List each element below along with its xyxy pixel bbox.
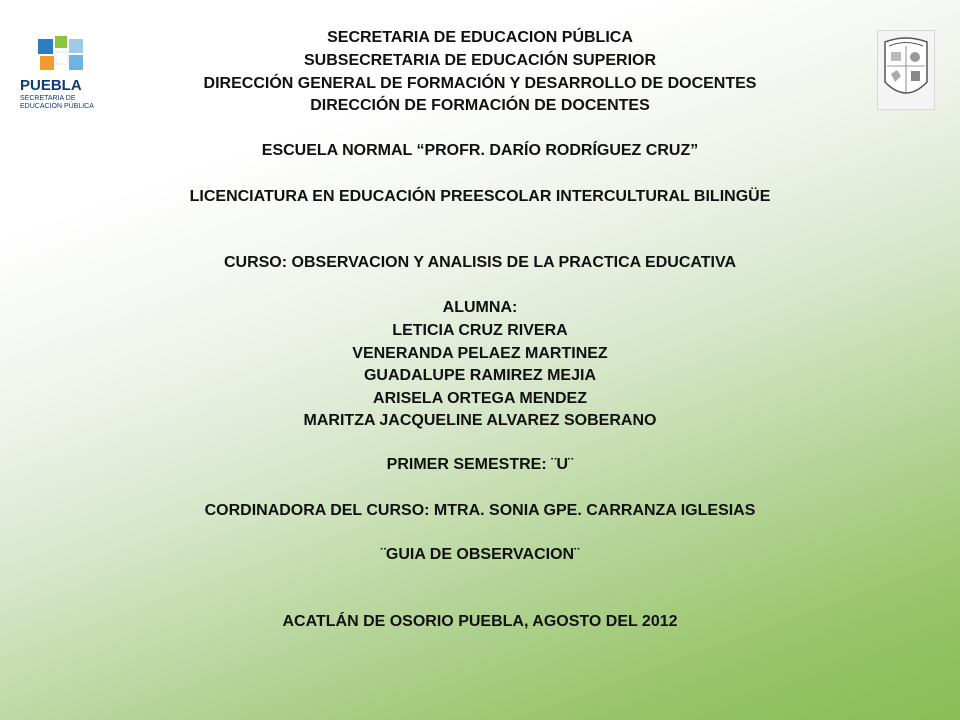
place-date: ACATLÁN DE OSORIO PUEBLA, AGOSTO DEL 2012: [282, 613, 678, 630]
coordinator: CORDINADORA DEL CURSO: MTRA. SONIA GPE. CARRANZA IGLESIAS: [204, 502, 756, 519]
student-name: VENERANDA PELAEZ MARTINEZ: [352, 345, 608, 362]
work-title: ¨GUIA DE OBSERVACION¨: [380, 546, 580, 563]
logo-text-educacion: EDUCACIÓN PÚBLICA: [20, 103, 94, 110]
student-name: GUADALUPE RAMIREZ MEJIA: [363, 367, 596, 384]
header-line-2: SUBSECRETARIA DE EDUCACIÓN SUPERIOR: [303, 52, 657, 69]
header-line-3: DIRECCIÓN GENERAL DE FORMACIÓN Y DESARROLLO DE DOCENTES: [203, 75, 757, 92]
course-name: CURSO: OBSERVACION Y ANALISIS DE LA PRACTICA EDUCATIVA: [223, 254, 737, 271]
logo-text-secretaria: SECRETARIA DE: [20, 95, 76, 102]
degree-name: LICENCIATURA EN EDUCACIÓN PREESCOLAR INTERCULTURAL BILINGÜE: [189, 188, 771, 205]
header-line-1: SECRETARIA DE EDUCACION PÚBLICA: [327, 29, 633, 46]
semester: PRIMER SEMESTRE: ¨U¨: [386, 456, 574, 473]
student-name: MARITZA JACQUELINE ALVAREZ SOBERANO: [303, 412, 657, 429]
logo-text-puebla: PUEBLA: [20, 77, 82, 94]
students-label: ALUMNA:: [442, 299, 518, 316]
student-name: ARISELA ORTEGA MENDEZ: [373, 390, 587, 407]
header-line-4: DIRECCIÓN DE FORMACIÓN DE DOCENTES: [310, 97, 650, 114]
school-name: ESCUELA NORMAL “PROFR. DARÍO RODRÍGUEZ CRUZ”: [261, 142, 699, 159]
student-name: LETICIA CRUZ RIVERA: [392, 322, 568, 339]
